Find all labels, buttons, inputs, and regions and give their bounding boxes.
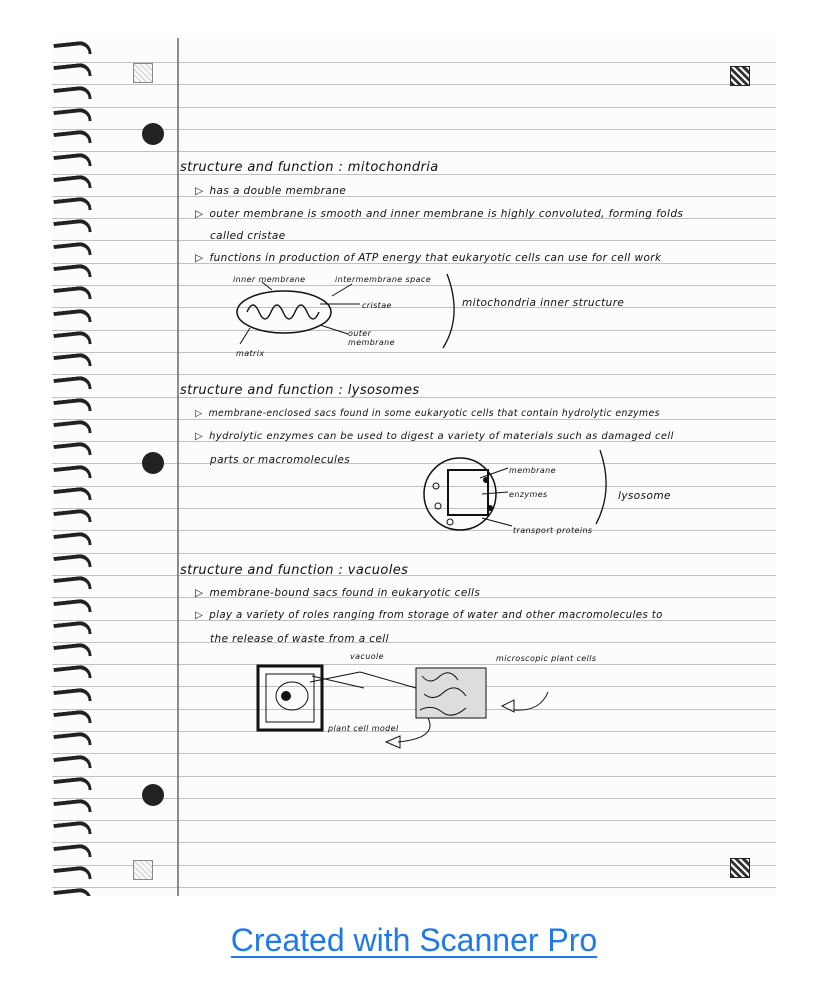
spiral-ring bbox=[53, 843, 91, 861]
spiral-ring bbox=[53, 375, 91, 393]
spiral-ring bbox=[53, 285, 91, 303]
ruled-line bbox=[52, 575, 776, 576]
ruled-line bbox=[52, 842, 776, 843]
diagram-label: microscopic plant cells bbox=[496, 654, 597, 663]
spiral-ring bbox=[53, 486, 91, 504]
margin-line bbox=[177, 38, 179, 896]
bullet-text: ▷ functions in production of ATP energy that eukaryotic cells can use for cell work bbox=[195, 252, 662, 264]
spiral-ring bbox=[53, 687, 91, 705]
diagram-label: outer membrane bbox=[348, 329, 395, 347]
mitochondria-sketch bbox=[232, 278, 462, 358]
ruled-line bbox=[52, 776, 776, 777]
spiral-ring bbox=[53, 241, 91, 259]
spiral-ring bbox=[53, 62, 91, 80]
bullet-text: ▷ outer membrane is smooth and inner membrane is highly convoluted, forming folds bbox=[195, 208, 683, 220]
diagram-label: matrix bbox=[236, 349, 265, 358]
spiral-ring bbox=[53, 263, 91, 281]
spiral-ring bbox=[53, 731, 91, 749]
bullet-text: ▷ membrane-enclosed sacs found in some eukaryotic cells that contain hydrolytic enzymes bbox=[195, 408, 660, 419]
ruled-line bbox=[52, 553, 776, 554]
spiral-ring bbox=[53, 553, 91, 571]
ruled-line bbox=[52, 642, 776, 643]
spiral-ring bbox=[53, 107, 91, 125]
spiral-ring bbox=[53, 464, 91, 482]
ruled-line bbox=[52, 530, 776, 531]
spiral-ring bbox=[53, 754, 91, 772]
ruled-line bbox=[52, 508, 776, 509]
diagram-label: cristae bbox=[362, 301, 392, 310]
section-heading: structure and function : lysosomes bbox=[180, 383, 420, 398]
spiral-ring bbox=[53, 218, 91, 236]
spiral-ring bbox=[53, 397, 91, 415]
spiral-ring bbox=[53, 798, 91, 816]
scan-marker-icon bbox=[730, 66, 750, 86]
binder-hole bbox=[142, 452, 164, 474]
spiral-ring bbox=[53, 40, 91, 58]
scanner-pro-link[interactable]: Created with Scanner Pro bbox=[230, 922, 598, 958]
binder-hole bbox=[142, 123, 164, 145]
spiral-ring bbox=[53, 776, 91, 794]
spiral-ring bbox=[53, 820, 91, 838]
spiral-ring bbox=[53, 129, 91, 147]
diagram-caption: mitochondria inner structure bbox=[462, 297, 625, 309]
section-heading: structure and function : mitochondria bbox=[180, 160, 439, 175]
diagram-label: transport proteins bbox=[513, 526, 593, 535]
spiral-ring bbox=[53, 508, 91, 526]
spiral-ring bbox=[53, 709, 91, 727]
ruled-line bbox=[52, 84, 776, 85]
spiral-ring bbox=[53, 85, 91, 103]
spiral-ring bbox=[53, 152, 91, 170]
bullet-text: ▷ has a double membrane bbox=[195, 185, 346, 197]
ruled-line bbox=[52, 107, 776, 108]
spiral-ring bbox=[53, 352, 91, 370]
notebook-page bbox=[52, 38, 776, 896]
bullet-text: called cristae bbox=[210, 230, 286, 242]
spiral-ring bbox=[53, 330, 91, 348]
ruled-line bbox=[52, 62, 776, 63]
diagram-label: inner membrane bbox=[233, 275, 306, 284]
scan-marker-icon bbox=[133, 63, 153, 83]
section-heading: structure and function : vacuoles bbox=[180, 563, 409, 578]
spiral-ring bbox=[53, 308, 91, 326]
spiral-ring bbox=[53, 642, 91, 660]
bullet-text: ▷ membrane-bound sacs found in eukaryotic cells bbox=[195, 587, 480, 599]
diagram-label: vacuole bbox=[350, 652, 384, 661]
diagram-label: intermembrane space bbox=[335, 275, 432, 284]
spiral-ring bbox=[53, 575, 91, 593]
spiral-ring bbox=[53, 174, 91, 192]
ruled-line bbox=[52, 196, 776, 197]
bullet-text: the release of waste from a cell bbox=[210, 633, 389, 645]
bullet-text: ▷ hydrolytic enzymes can be used to digest a variety of materials such as damaged cell bbox=[195, 431, 674, 442]
ruled-line bbox=[52, 486, 776, 487]
spiral-ring bbox=[53, 196, 91, 214]
spiral-ring bbox=[53, 865, 91, 883]
ruled-line bbox=[52, 151, 776, 152]
ruled-line bbox=[52, 240, 776, 241]
binder-hole bbox=[142, 784, 164, 806]
ruled-line bbox=[52, 374, 776, 375]
ruled-line bbox=[52, 887, 776, 888]
spiral-ring bbox=[53, 598, 91, 616]
scan-marker-icon bbox=[730, 858, 750, 878]
spiral-ring bbox=[53, 419, 91, 437]
spiral-ring bbox=[53, 620, 91, 638]
vacuole-sketch bbox=[252, 658, 572, 758]
ruled-line bbox=[52, 820, 776, 821]
diagram-label: plant cell model bbox=[328, 724, 399, 733]
spiral-ring bbox=[53, 531, 91, 549]
spiral-ring bbox=[53, 887, 91, 896]
diagram-caption: lysosome bbox=[618, 490, 671, 502]
bullet-text: parts or macromolecules bbox=[210, 454, 351, 466]
diagram-label: enzymes bbox=[509, 490, 548, 499]
spiral-ring bbox=[53, 441, 91, 459]
bullet-text: ▷ play a variety of roles ranging from storage of water and other macromolecules to bbox=[195, 610, 663, 621]
diagram-label: membrane bbox=[509, 466, 556, 475]
scan-marker-icon bbox=[133, 860, 153, 880]
ruled-line bbox=[52, 865, 776, 866]
spiral-ring bbox=[53, 664, 91, 682]
ruled-line bbox=[52, 419, 776, 420]
